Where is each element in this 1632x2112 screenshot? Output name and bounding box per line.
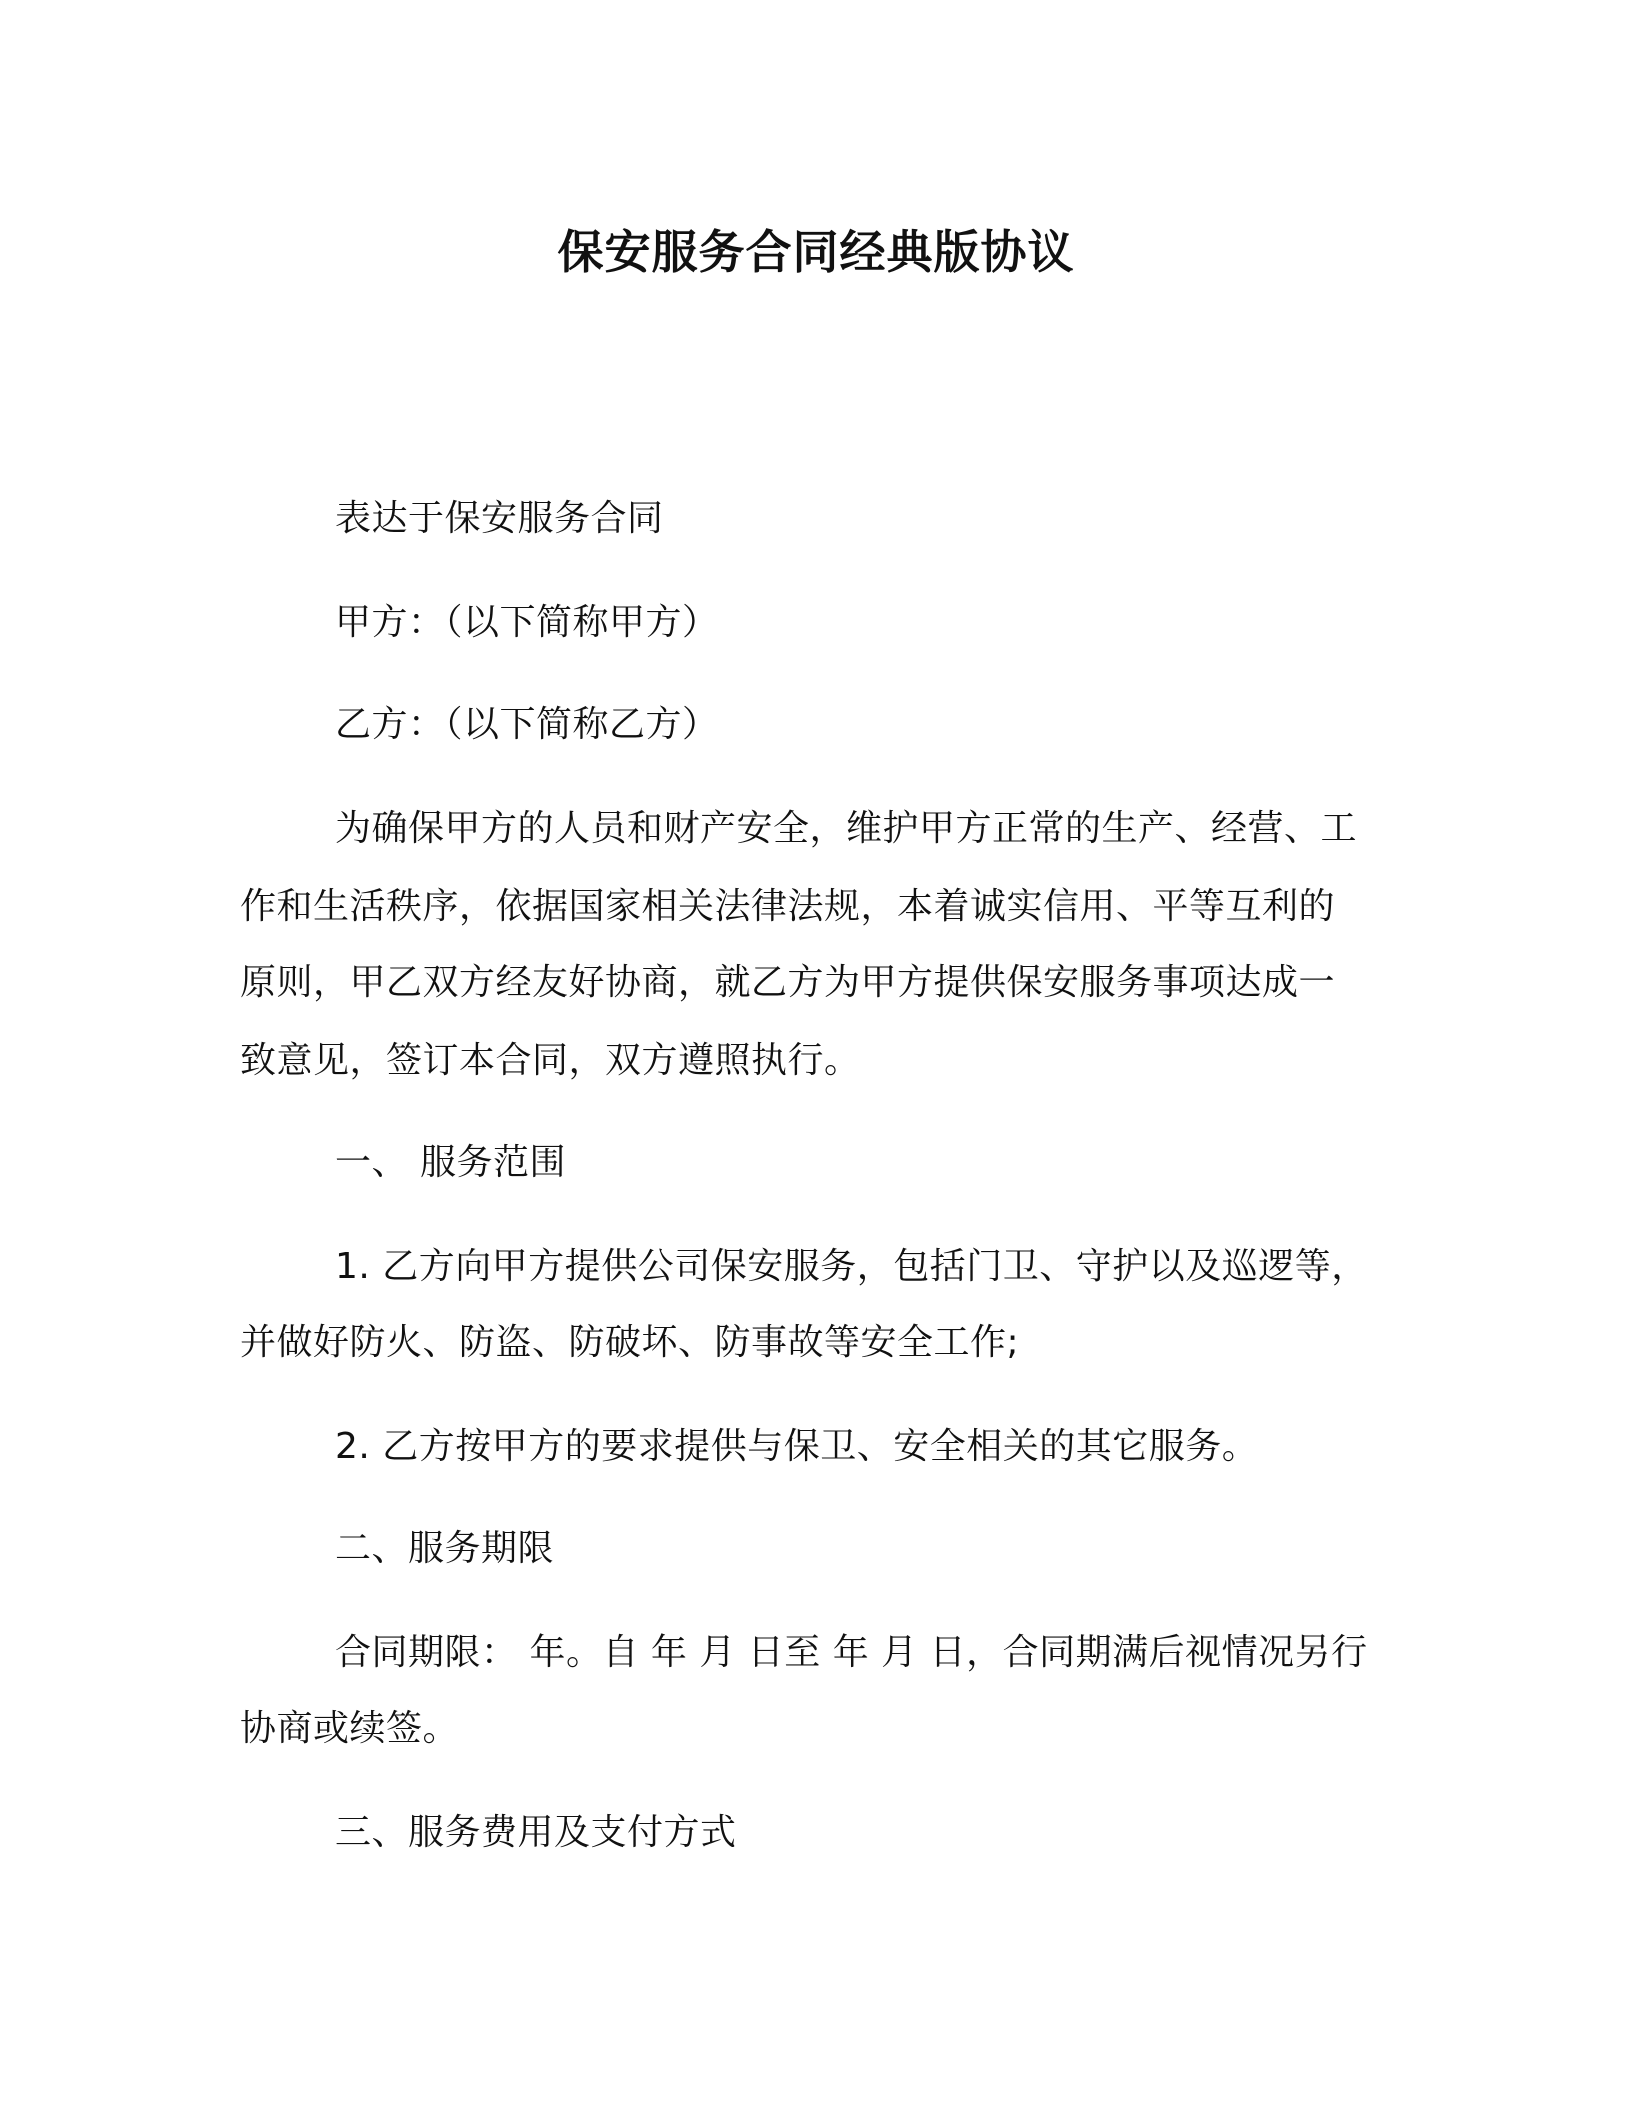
intro-line-1: 为确保甲方的人员和财产安全，维护甲方正常的生产、经营、工	[335, 808, 1358, 849]
section-1-heading: 一、 服务范围	[335, 1142, 566, 1183]
party-b-line: 乙方：（以下简称乙方）	[335, 704, 719, 745]
section-1-item-1-line-1: 1. 乙方向甲方提供公司保安服务，包括门卫、守护以及巡逻等，	[335, 1246, 1368, 1287]
section-1-item-1-line-2: 并做好防火、防盗、防破坏、防事故等安全工作;	[240, 1322, 1020, 1363]
section-2-term-line-1: 合同期限： 年。自 年 月 日至 年 月 日，合同期满后视情况另行	[335, 1632, 1368, 1673]
section-2-heading: 二、服务期限	[335, 1528, 555, 1569]
section-2-term-line-2: 协商或续签。	[240, 1708, 460, 1749]
section-1-item-2: 2. 乙方按甲方的要求提供与保卫、安全相关的其它服务。	[335, 1426, 1259, 1467]
document-title: 保安服务合同经典版协议	[557, 225, 1075, 279]
section-3-heading: 三、服务费用及支付方式	[335, 1812, 737, 1853]
intro-line-4: 致意见，签订本合同，双方遵照执行。	[240, 1040, 861, 1081]
intro-line-3: 原则，甲乙双方经友好协商，就乙方为甲方提供保安服务事项达成一	[240, 962, 1336, 1003]
party-a-line: 甲方：（以下简称甲方）	[335, 602, 719, 643]
document-subtitle: 表达于保安服务合同	[335, 498, 664, 539]
intro-line-2: 作和生活秩序，依据国家相关法律法规，本着诚实信用、平等互利的	[240, 886, 1336, 927]
